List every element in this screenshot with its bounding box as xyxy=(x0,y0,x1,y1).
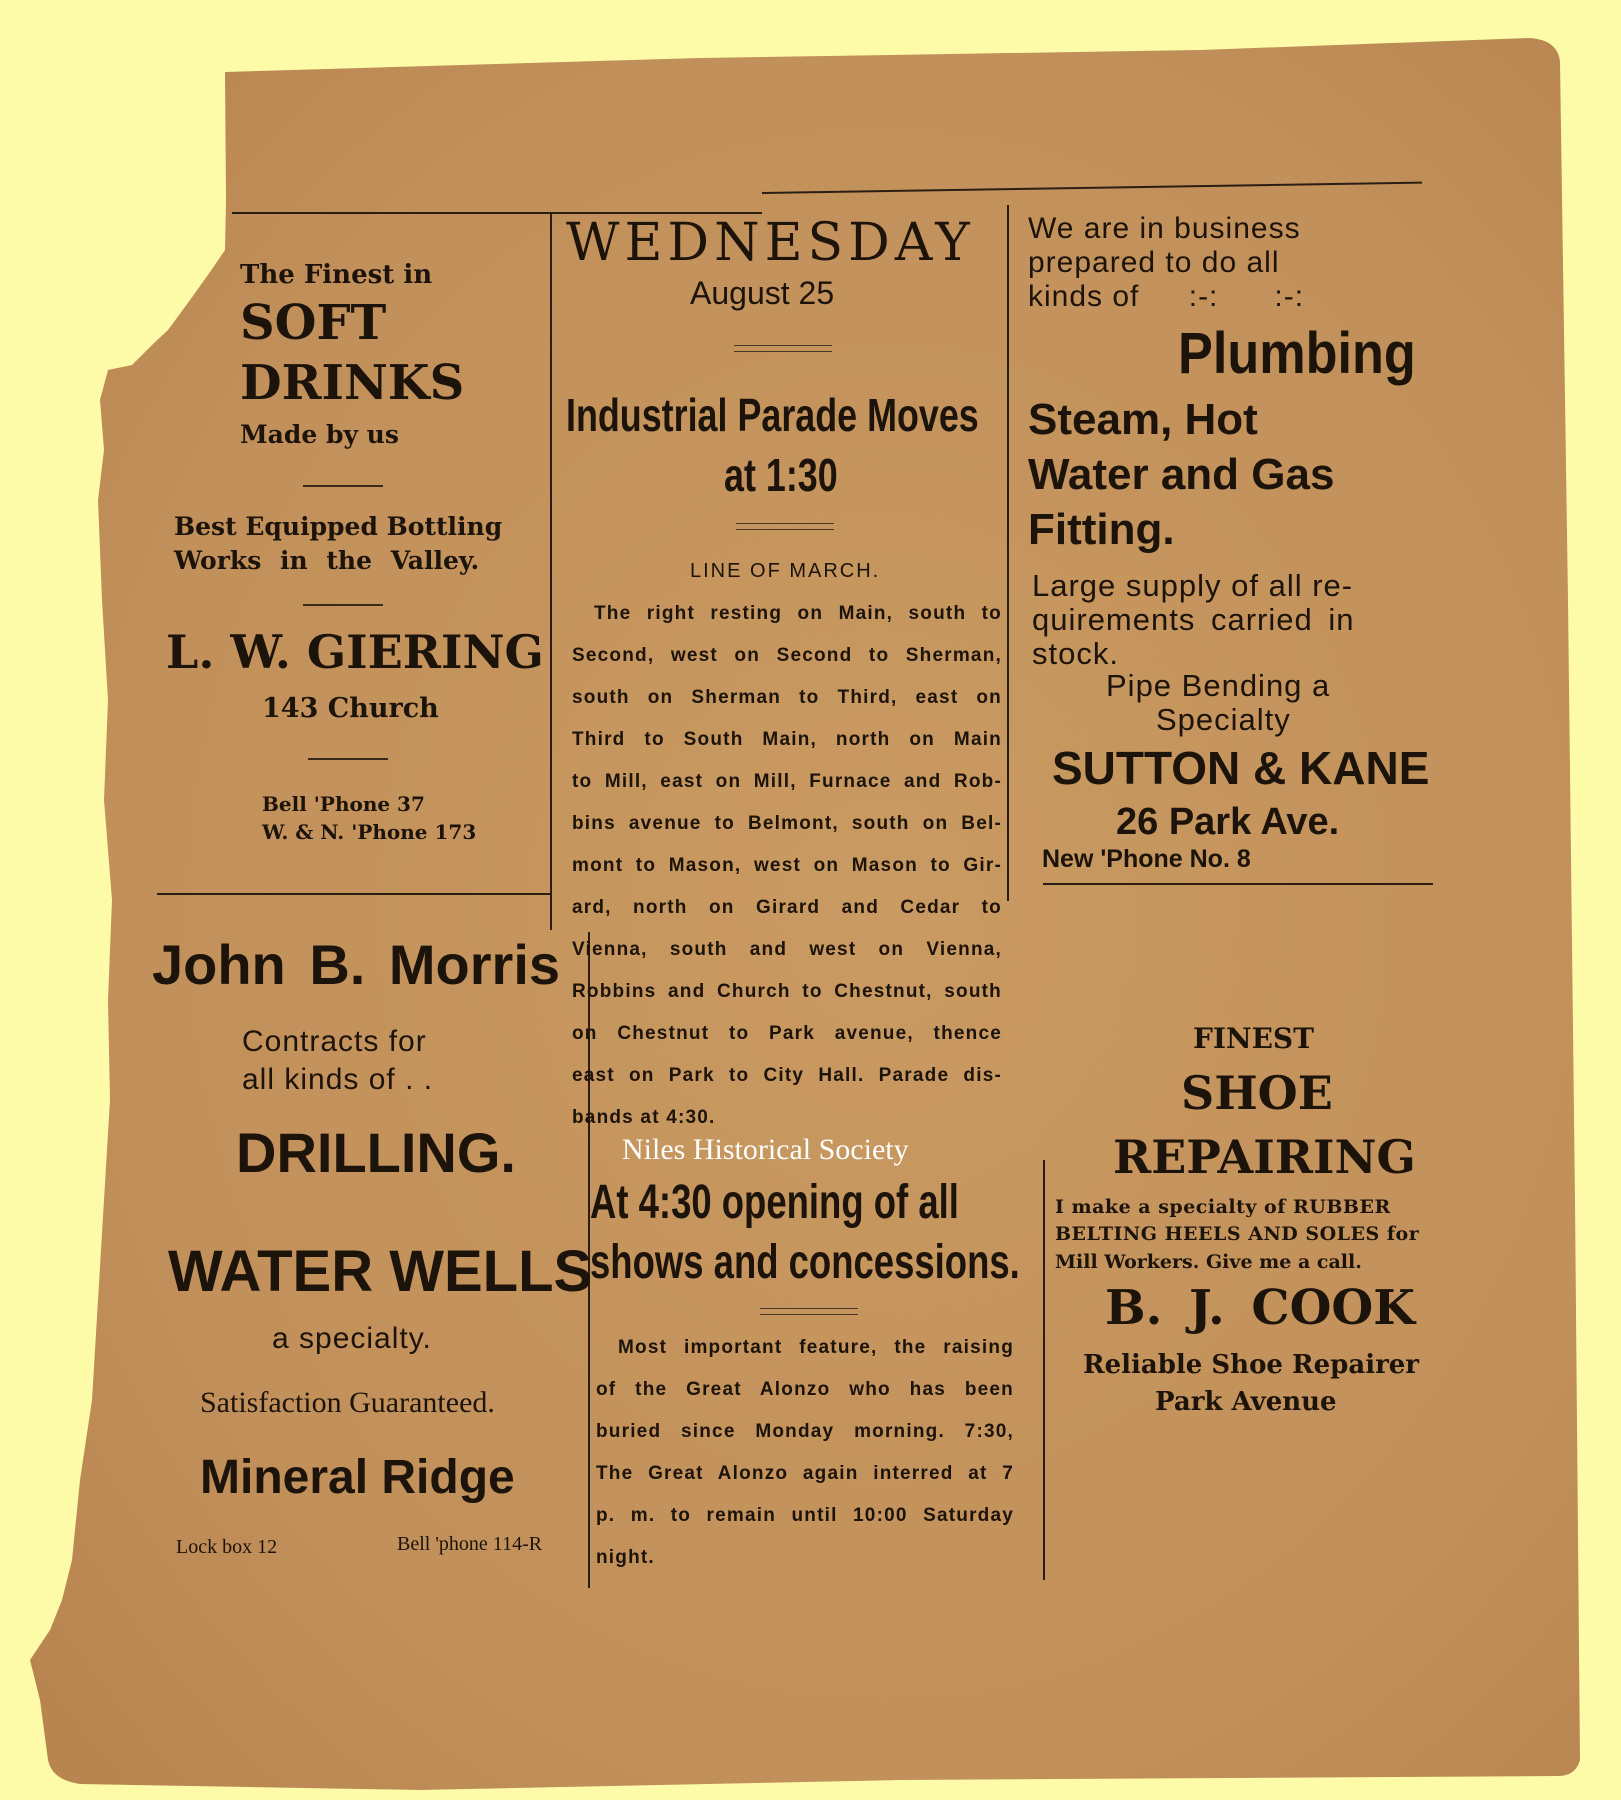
alonzo-line: Most important feature, the raising xyxy=(618,1337,1014,1358)
shoe-heading: SHOE xyxy=(1181,1066,1333,1120)
parade-headline-1: Industrial Parade Moves xyxy=(566,389,979,441)
shoe-finest: FINEST xyxy=(1193,1022,1314,1055)
parade-headline-2: at 1:30 xyxy=(724,449,838,501)
double-divider xyxy=(736,523,834,530)
pipe-line-2: Specialty xyxy=(1156,702,1291,737)
march-line: The right resting on Main, south to xyxy=(594,603,1002,624)
supply-line-3: stock. xyxy=(1032,636,1119,671)
date-heading: August 25 xyxy=(690,275,835,311)
march-line: to Mill, east on Mill, Furnace and Rob- xyxy=(572,771,1002,792)
alonzo-text xyxy=(596,1327,1014,1579)
morris-drilling: DRILLING. xyxy=(236,1121,516,1184)
morris-contracts-1: Contracts for xyxy=(242,1025,427,1058)
steam-line-3: Fitting. xyxy=(1028,505,1175,554)
march-line: Second, west on Second to Sherman, xyxy=(572,645,1002,666)
morris-drilling-ad xyxy=(150,920,593,1570)
morris-place: Mineral Ridge xyxy=(200,1451,515,1504)
divider xyxy=(303,485,383,487)
cook-street: Park Avenue xyxy=(1155,1387,1337,1417)
cook-name: B. J. COOK xyxy=(1105,1280,1415,1336)
watermark: Niles Historical Society xyxy=(622,1133,909,1166)
march-line: Robbins and Church to Chestnut, south xyxy=(572,981,1002,1002)
plumbing-heading: Plumbing xyxy=(1178,321,1416,386)
giering-phone-wn: W. & N. 'Phone 173 xyxy=(262,820,477,844)
left-section-rule xyxy=(157,893,550,895)
line-of-march-title: LINE OF MARCH. xyxy=(690,560,881,582)
day-heading: WEDNESDAY xyxy=(566,213,975,273)
march-line: east on Park to City Hall. Parade dis- xyxy=(572,1065,1002,1086)
cook-tagline: Reliable Shoe Repairer xyxy=(1083,1350,1420,1380)
march-line: Vienna, south and west on Vienna, xyxy=(572,939,1002,960)
parade-schedule xyxy=(552,205,1022,1605)
alonzo-line: night. xyxy=(596,1547,655,1568)
giering-name: L. W. GIERING xyxy=(166,625,544,679)
bottling-line-2: Works in the Valley. xyxy=(174,546,480,575)
shoe-specialty-3: Mill Workers. Give me a call. xyxy=(1055,1251,1362,1273)
shoe-repair-ad xyxy=(1045,1010,1465,1450)
repairing-heading: REPAIRING xyxy=(1113,1130,1416,1184)
sutton-kane-phone: New 'Phone No. 8 xyxy=(1042,845,1251,873)
steam-line-1: Steam, Hot xyxy=(1028,395,1258,444)
steam-line-2: Water and Gas xyxy=(1028,450,1335,499)
ad-line-soft: SOFT xyxy=(240,295,387,351)
plumbing-intro-1: We are in business xyxy=(1028,212,1301,245)
morris-bell-phone: Bell 'phone 114-R xyxy=(397,1533,543,1555)
alonzo-line: buried since Monday morning. 7:30, xyxy=(596,1421,1014,1442)
morris-name: John B. Morris xyxy=(152,933,561,996)
giering-address: 143 Church xyxy=(262,693,439,724)
supply-line-2: quirements carried in xyxy=(1032,602,1355,637)
plumbing-intro-3 xyxy=(1028,280,1304,314)
shoe-specialty-2: BELTING HEELS AND SOLES for xyxy=(1055,1223,1420,1245)
double-divider xyxy=(734,345,832,352)
alonzo-line: p. m. to remain until 10:00 Saturday xyxy=(596,1505,1014,1526)
morris-specialty: a specialty. xyxy=(272,1322,432,1355)
plumbing-intro-2: prepared to do all xyxy=(1028,246,1280,279)
march-line: Third to South Main, north on Main xyxy=(572,729,1002,750)
march-line: on Chestnut to Park avenue, thence xyxy=(572,1023,1002,1044)
march-line: mont to Mason, west on Mason to Gir- xyxy=(572,855,1002,876)
march-line: bands at 4:30. xyxy=(572,1107,716,1128)
plumbing-intro-3-text: kinds of xyxy=(1028,280,1140,313)
march-line: bins avenue to Belmont, south on Bel- xyxy=(572,813,1002,834)
morris-lockbox: Lock box 12 xyxy=(176,1536,278,1558)
shoe-specialty-1: I make a specialty of RUBBER xyxy=(1055,1196,1391,1218)
plumbing-ad xyxy=(1010,205,1450,885)
soft-drinks-ad xyxy=(150,250,550,850)
ornament-marks: :-: :-: xyxy=(1188,280,1305,313)
divider xyxy=(308,758,388,760)
sutton-kane-address: 26 Park Ave. xyxy=(1116,801,1340,843)
bottling-line-1: Best Equipped Bottling xyxy=(174,512,503,541)
double-divider xyxy=(760,1308,858,1315)
morris-guarantee: Satisfaction Guaranteed. xyxy=(200,1386,495,1419)
ad-line-finest: The Finest in xyxy=(240,260,433,290)
ad-line-made-by-us: Made by us xyxy=(240,420,399,449)
sutton-kane-name: SUTTON & KANE xyxy=(1052,742,1430,794)
march-line: ard, north on Girard and Cedar to xyxy=(572,897,1002,918)
shows-headline-2: shows and concessions. xyxy=(590,1236,1020,1289)
alonzo-line: The Great Alonzo again interred at 7 xyxy=(596,1463,1014,1484)
giering-phone-bell: Bell 'Phone 37 xyxy=(262,792,425,816)
alonzo-line: of the Great Alonzo who has been xyxy=(596,1379,1014,1400)
march-line: south on Sherman to Third, east on xyxy=(572,687,1002,708)
ad-line-drinks: DRINKS xyxy=(240,355,465,411)
morris-contracts-2: all kinds of . . xyxy=(242,1063,434,1096)
pipe-line-1: Pipe Bending a xyxy=(1106,668,1331,703)
supply-line-1: Large supply of all re- xyxy=(1032,568,1354,603)
morris-water-wells: WATER WELLS xyxy=(168,1239,593,1304)
shows-headline-1: At 4:30 opening of all xyxy=(590,1176,959,1229)
divider xyxy=(303,604,383,606)
line-of-march-text xyxy=(572,593,1002,1139)
